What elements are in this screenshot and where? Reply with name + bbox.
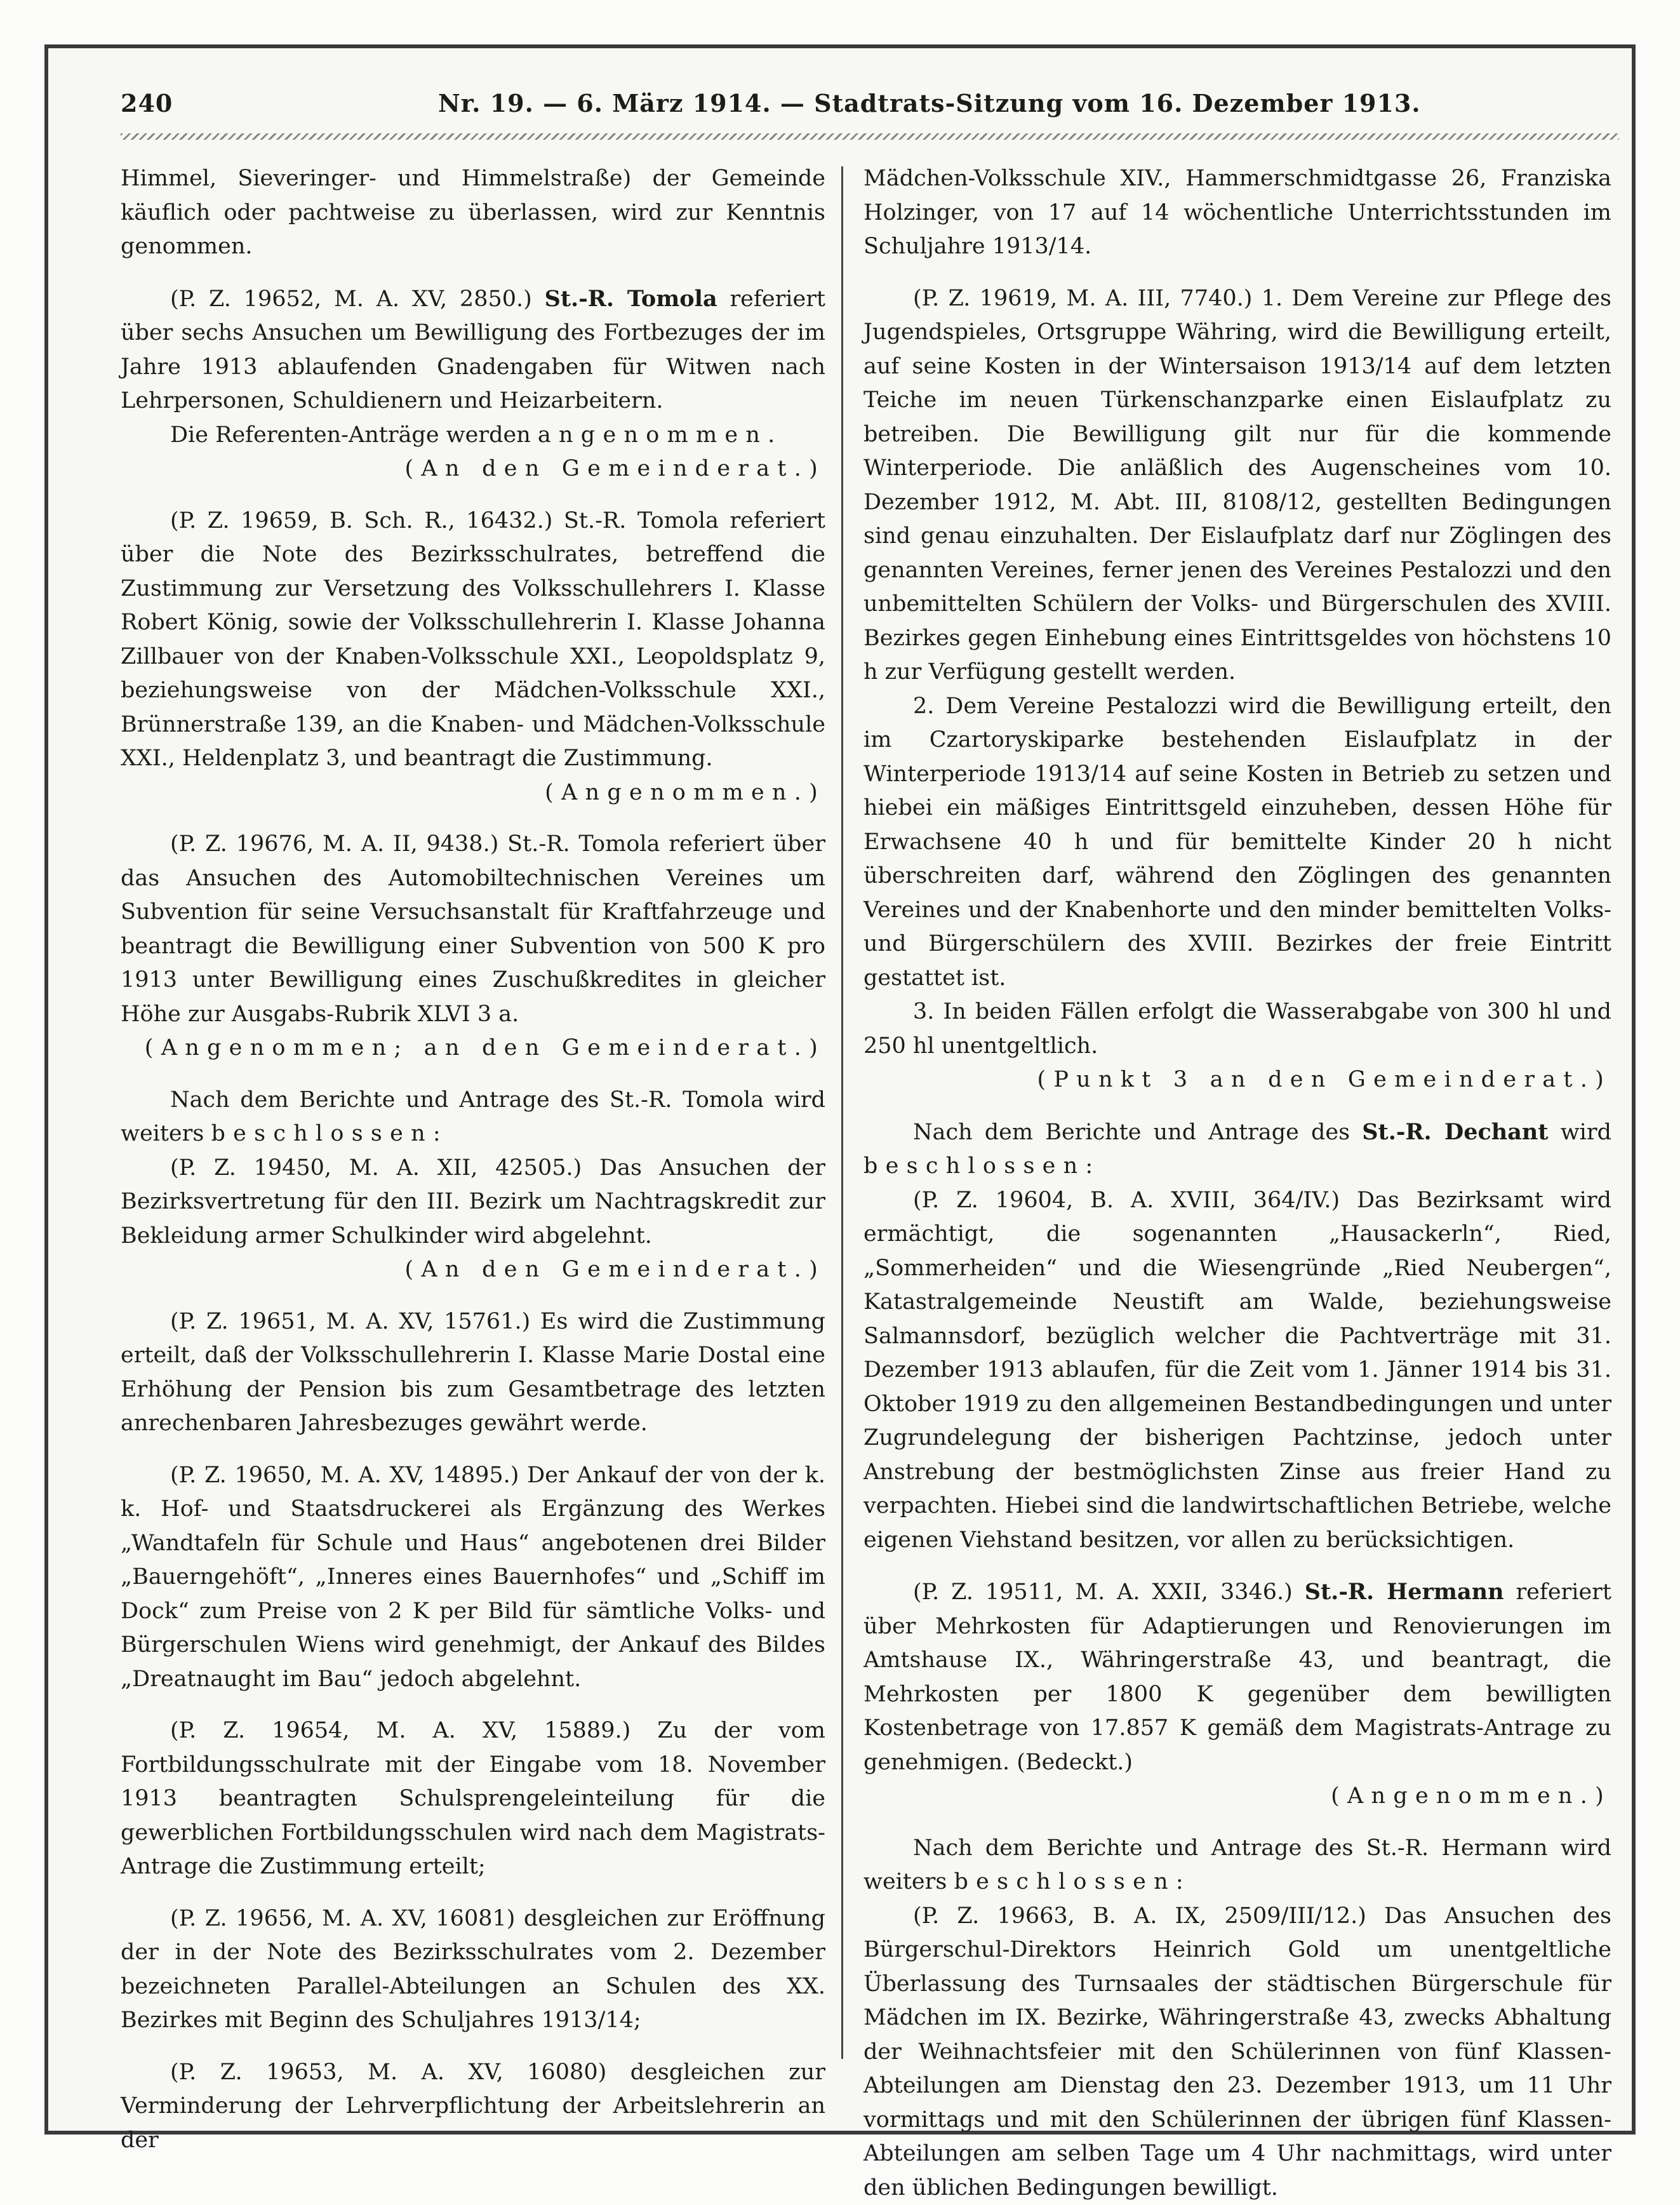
paragraph: (P. Z. 19654, M. A. XV, 15889.) Zu der vom Fortbildungsschulrate mit der Eingabe vom 18. November 1913 beantragten Schulsprengeleinteilung für die gewerblichen Fortbildungsschulen wird nach dem Magistrats-Antrage die Zustimmung erteilt; (121, 1714, 825, 1884)
paragraph: Nach dem Berichte und Antrage des St.-R. Hermann wird weiters beschlossen: (863, 1832, 1611, 1900)
paragraph: (P. Z. 19651, M. A. XV, 15761.) Es wird die Zustimmung erteilt, daß der Volksschullehrerin I. Klasse Marie Dostal eine Erhöhung der Pension bis zum Gesamtbetrage des letzten anrechenbaren Jahresbezuges gewährt werde. (121, 1305, 825, 1441)
paragraph: 3. In beiden Fällen erfolgt die Wasserabgabe von 300 hl und 250 hl unentgeltlich. (Punkt 3 an den Gemeinderat.) (863, 995, 1611, 1097)
resolution-note: (Angenommen; an den Gemeinderat.) (121, 1031, 825, 1066)
resolution-note: (Punkt 3 an den Gemeinderat.) (863, 1063, 1611, 1097)
resolution-note: (An den Gemeinderat.) (121, 1253, 825, 1287)
paragraph: Mädchen-Volksschule XIV., Hammerschmidtgasse 26, Franziska Holzinger, von 17 auf 14 wöchentliche Unterrichtsstunden im Schuljahre 1913/14. (863, 162, 1611, 264)
paragraph: (P. Z. 19659, B. Sch. R., 16432.) St.-R. Tomola referiert über die Note des Bezirksschulrates, betreffend die Zustimmung zur Versetzung des Volksschullehrers I. Klasse Robert König, sowie der Volksschullehrerin I. Klasse Johanna Zillbauer von der Knaben-Volksschule XXI., Leopoldsplatz 9, beziehungsweise von der Mädchen-Volksschule XXI., Brünnerstraße 139, an die Knaben- und Mädchen-Volksschule XXI., Heldenplatz 3, und beantragt die Zustimmung. (Angenommen.) (121, 504, 825, 810)
paragraph: (P. Z. 19450, M. A. XII, 42505.) Das Ansuchen der Bezirksvertretung für den III. Bezirk um Nachtragskredit zur Bekleidung armer Schulkinder wird abgelehnt. (An den Gemeinderat.) (121, 1151, 825, 1287)
paragraph: Nach dem Berichte und Antrage des St.-R. Dechant wird beschlossen: (863, 1115, 1611, 1184)
header-rule (121, 133, 1619, 140)
right-column (863, 162, 1611, 2205)
paragraph: Nach dem Berichte und Antrage des St.-R. Tomola wird weiters beschlossen: (121, 1083, 825, 1151)
speaker-name: St.-R. Dechant (1362, 1119, 1548, 1145)
paragraph: (P. Z. 19663, B. A. IX, 2509/III/12.) Das Ansuchen des Bürgerschul-Direktors Heinrich Gold um unentgeltliche Überlassung des Turnsaales der städtischen Bürgerschule für Mädchen im IX. Bezirke, Währingerstraße 43, zwecks Abhaltung der Weihnachtsfeier mit den Schülerinnen von fünf Klassen-Abteilungen am Dienstag den 23. Dezember 1913, um 11 Uhr vormittags und mit den Schülerinnen der übrigen fünf Klassen-Abteilungen am selben Tage um 4 Uhr nachmittags, wird unter den üblichen Bedingungen bewilligt. (863, 1900, 1611, 2205)
paragraph: (P. Z. 19653, M. A. XV, 16080) desgleichen zur Verminderung der Lehrverpflichtung der Arbeitslehrerin an der (121, 2056, 825, 2158)
paragraph: Die Referenten-Anträge werden angenommen. (An den Gemeinderat.) (121, 419, 825, 486)
paragraph: (P. Z. 19652, M. A. XV, 2850.) St.-R. Tomola referiert über sechs Ansuchen um Bewilligung des Fortbezuges der im Jahre 1913 ablaufenden Gnadengaben für Witwen nach Lehrpersonen, Schuldienern und Heizarbeitern. (121, 282, 825, 419)
speaker-name: St.-R. Tomola (545, 286, 717, 312)
left-column (121, 162, 825, 2157)
paragraph: Himmel, Sieveringer- und Himmelstraße) der Gemeinde käuflich oder pachtweise zu überlassen, wird zur Kenntnis genommen. (121, 162, 825, 264)
paragraph: (P. Z. 19650, M. A. XV, 14895.) Der Ankauf der von der k. k. Hof- und Staatsdruckerei als Ergänzung des Werkes „Wandtafeln für Schule und Haus“ angebotenen drei Bilder „Bauerngehöft“, „Inneres eines Bauernhofes“ und „Schiff im Dock“ zum Preise von 2 K per Bild für sämtliche Volks- und Bürgerschulen Wiens wird genehmigt, der Ankauf des Bildes „Dreatnaught im Bau“ jedoch abgelehnt. (121, 1459, 825, 1697)
resolution-note: (An den Gemeinderat.) (121, 452, 825, 486)
resolution-note: (Angenommen.) (863, 1779, 1611, 1814)
running-title: Nr. 19. — 6. März 1914. — Stadtrats-Sitzung vom 16. Dezember 1913. (438, 89, 1421, 117)
paragraph: (P. Z. 19676, M. A. II, 9438.) St.-R. Tomola referiert über das Ansuchen des Automobiltechnischen Vereines um Subvention für seine Versuchsanstalt für Kraftfahrzeuge und beantragt die Bewilligung einer Subvention von 500 K pro 1913 unter Bewilligung eines Zuschußkredites in gleicher Höhe zur Ausgabs-Rubrik XLVI 3 a. (Angenommen; an den Gemeinderat.) (121, 828, 825, 1066)
paragraph: (P. Z. 19619, M. A. III, 7740.) 1. Dem Vereine zur Pflege des Jugendspieles, Ortsgruppe Währing, wird die Bewilligung erteilt, auf seine Kosten in der Wintersaison 1913/14 auf dem letzten Teiche im neuen Türkenschanzparke einen Eislaufplatz zu betreiben. Die Bewilligung gilt nur für die kommende Winterperiode. Die anläßlich des Augenscheines vom 10. Dezember 1912, M. Abt. III, 8108/12, gestellten Bedingungen sind genau einzuhalten. Der Eislaufplatz darf nur Zöglingen des genannten Vereines, ferner jenen des Vereines Pestalozzi und den unbemittelten Schülern der Volks- und Bürgerschulen des XVIII. Bezirkes gegen Einhebung eines Eintrittsgeldes von höchstens 10 h zur Verfügung gestellt werden. (863, 282, 1611, 690)
paragraph: (P. Z. 19656, M. A. XV, 16081) desgleichen zur Eröffnung der in der Note des Bezirksschulrates vom 2. Dezember bezeichneten Parallel-Abteilungen an Schulen des XX. Bezirkes mit Beginn des Schuljahres 1913/14; (121, 1902, 825, 2038)
paragraph: (P. Z. 19511, M. A. XXII, 3346.) St.-R. Hermann referiert über Mehrkosten für Adaptierungen und Renovierungen im Amtshause IX., Währingerstraße 43, und beantragt, die Mehrkosten per 1800 K gegenüber dem bewilligten Kostenbetrage von 17.857 K gemäß dem Magistrats-Antrage zu genehmigen. (Bedeckt.) (Angenommen.) (863, 1575, 1611, 1814)
resolution-note: (Angenommen.) (121, 776, 825, 810)
paragraph: (P. Z. 19604, B. A. XVIII, 364/IV.) Das Bezirksamt wird ermächtigt, die sogenannten „Hausackerln“, Ried, „Sommerheiden“ und die Wiesengründe „Ried Neubergen“, Katastralgemeinde Neustift am Walde, beziehungsweise Salmannsdorf, bezüglich welcher die Pachtverträge mit 31. Dezember 1913 ablaufen, für die Zeit vom 1. Jänner 1914 bis 31. Oktober 1919 zu den allgemeinen Bestandbedingungen und unter Zugrundelegung der bisherigen Pachtzinse, jedoch unter Anstrebung der bestmöglichsten Zinse aus freier Hand zu verpachten. Hiebei sind die landwirtschaftlichen Betriebe, welche eigenen Viehstand besitzen, vor allen zu berücksichtigen. (863, 1184, 1611, 1558)
column-divider (841, 166, 843, 2059)
paragraph: 2. Dem Vereine Pestalozzi wird die Bewilligung erteilt, den im Czartoryskiparke bestehenden Eislaufplatz in der Winterperiode 1913/14 auf seine Kosten in Betrieb zu setzen und hiebei ein mäßiges Eintrittsgeld einzuheben, dessen Höhe für Erwachsene 40 h und für bemittelte Kinder 20 h nicht überschreiten darf, während den Zöglingen des genannten Vereines und der Knabenhorte und den minder bemittelten Volks- und Bürgerschülern des XVIII. Bezirkes der freie Eintritt gestattet ist. (863, 690, 1611, 996)
page-header (76, 84, 1606, 128)
page-number: 240 (121, 89, 173, 117)
speaker-name: St.-R. Hermann (1305, 1579, 1504, 1605)
